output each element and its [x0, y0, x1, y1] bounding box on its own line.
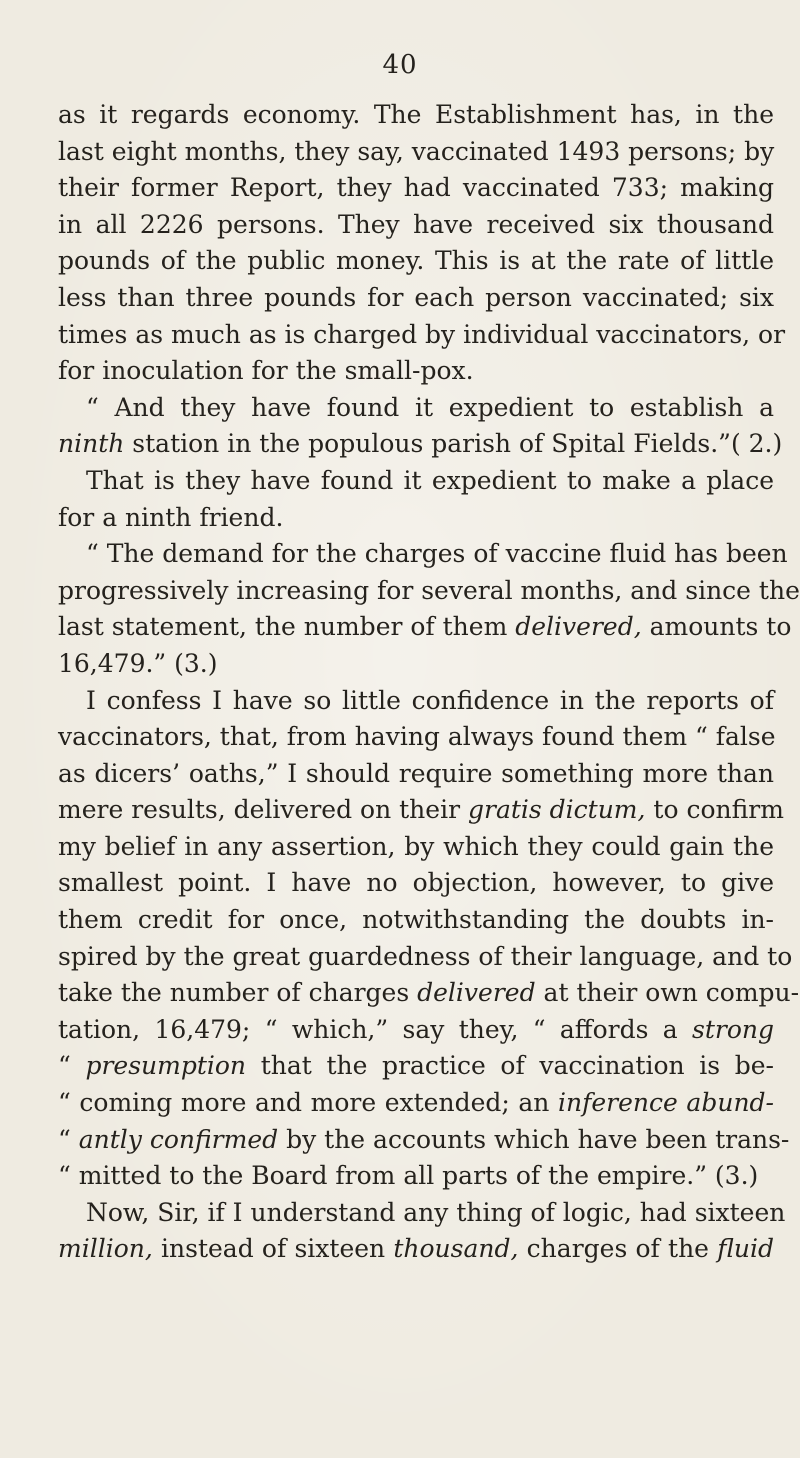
text-segment: amounts to	[641, 612, 792, 642]
italic-text: inference abund-	[558, 1088, 774, 1118]
text-line	[58, 97, 774, 134]
text-line	[58, 353, 774, 390]
text-segment: at their own compu-	[535, 978, 800, 1008]
text-line	[58, 646, 774, 683]
text-segment: “	[58, 1051, 86, 1081]
text-segment: “ And they have found it expedient to establish a	[86, 392, 774, 422]
text-segment: charges of the	[518, 1234, 718, 1264]
text-segment: by the accounts which have been trans-	[278, 1124, 790, 1154]
text-segment: “	[58, 1124, 79, 1154]
text-segment: their former Report, they had vaccinated 733; making	[58, 173, 774, 203]
italic-text: delivered,	[515, 612, 642, 642]
italic-text: fluid	[717, 1234, 774, 1264]
text-line	[58, 390, 774, 427]
text-line	[58, 1231, 774, 1268]
italic-text: ninth	[58, 429, 125, 459]
text-segment: pounds of the public money. This is at the rate of little	[58, 246, 774, 276]
text-line	[58, 829, 774, 866]
text-line	[58, 1158, 774, 1195]
text-segment: my belief in any assertion, by which they could gain the	[58, 831, 774, 861]
text-line	[58, 536, 788, 573]
text-segment: “ coming more and more extended; an	[58, 1088, 559, 1118]
text-line	[58, 280, 774, 317]
text-segment: “ The demand for the charges of vaccine fluid has been	[86, 539, 788, 569]
text-segment: times as much as is charged by individual vaccinators, or	[58, 319, 786, 349]
text-line	[58, 573, 800, 610]
text-line	[58, 792, 784, 829]
text-line	[58, 426, 783, 463]
text-line	[58, 170, 774, 207]
text-segment: mere results, delivered on their	[58, 795, 468, 825]
italic-text: million,	[58, 1234, 153, 1264]
text-line	[58, 902, 774, 939]
text-line	[58, 683, 774, 720]
text-segment: instead of sixteen	[152, 1234, 394, 1264]
text-segment: 16,479.” (3.)	[58, 648, 218, 678]
text-line	[58, 463, 774, 500]
text-line	[58, 609, 792, 646]
text-line	[58, 207, 774, 244]
text-segment: take the number of charges	[58, 978, 418, 1008]
text-segment: I confess I have so little confidence in the reports of	[86, 685, 774, 715]
text-line	[58, 1085, 774, 1122]
text-line	[58, 865, 774, 902]
text-segment: as dicers’ oaths,” I should require something more than	[58, 758, 774, 788]
text-line	[58, 243, 774, 280]
text-segment: last eight months, they say, vaccinated 1493 persons; by	[58, 136, 775, 166]
text-line	[58, 1012, 774, 1049]
text-segment: in all 2226 persons. They have received six thousand	[58, 209, 774, 239]
italic-text: antly confirmed	[78, 1124, 279, 1154]
text-line	[58, 1195, 786, 1232]
italic-text: presumption	[85, 1051, 247, 1081]
page-number: 40	[382, 50, 418, 80]
text-segment: tation, 16,479; “ which,” say they, “ affords a	[58, 1014, 693, 1044]
text-segment: them credit for once, notwithstanding the doubts in-	[58, 905, 774, 935]
italic-text: thousand,	[393, 1234, 519, 1264]
text-segment: to confirm	[645, 795, 784, 825]
text-line	[58, 317, 786, 354]
text-segment: That is they have found it expedient to make a place	[86, 465, 774, 495]
text-line	[58, 756, 774, 793]
text-line	[58, 719, 774, 756]
text-segment: “ mitted to the Board from all parts of the empire.” (3.)	[58, 1161, 759, 1191]
text-segment: progressively increasing for several months, and since the	[58, 575, 800, 605]
text-segment: less than three pounds for each person vaccinated; six	[58, 282, 774, 312]
italic-text: delivered	[417, 978, 536, 1008]
italic-text: gratis dictum,	[467, 795, 646, 825]
text-segment: for a ninth friend.	[58, 502, 284, 532]
text-line	[58, 500, 774, 537]
text-line	[58, 1122, 790, 1159]
text-segment: smallest point. I have no objection, however, to give	[58, 868, 774, 898]
text-segment: Now, Sir, if I understand any thing of logic, had sixteen	[86, 1197, 786, 1227]
text-segment: that the practice of vaccination is be-	[246, 1051, 774, 1081]
text-line	[58, 975, 800, 1012]
text-segment: station in the populous parish of Spital Fields.”( 2.)	[124, 429, 783, 459]
text-segment: for inoculation for the small-pox.	[58, 356, 474, 386]
text-line	[58, 1048, 774, 1085]
body-text	[58, 97, 800, 1268]
text-segment: last statement, the number of them	[58, 612, 516, 642]
text-segment: spired by the great guardedness of their language, and to	[58, 941, 793, 971]
italic-text: strong	[692, 1014, 774, 1044]
text-segment: as it regards economy. The Establishment has, in the	[58, 100, 774, 129]
text-line	[58, 134, 774, 171]
text-line	[58, 939, 793, 976]
text-segment: vaccinators, that, from having always found them “ false	[58, 722, 776, 752]
